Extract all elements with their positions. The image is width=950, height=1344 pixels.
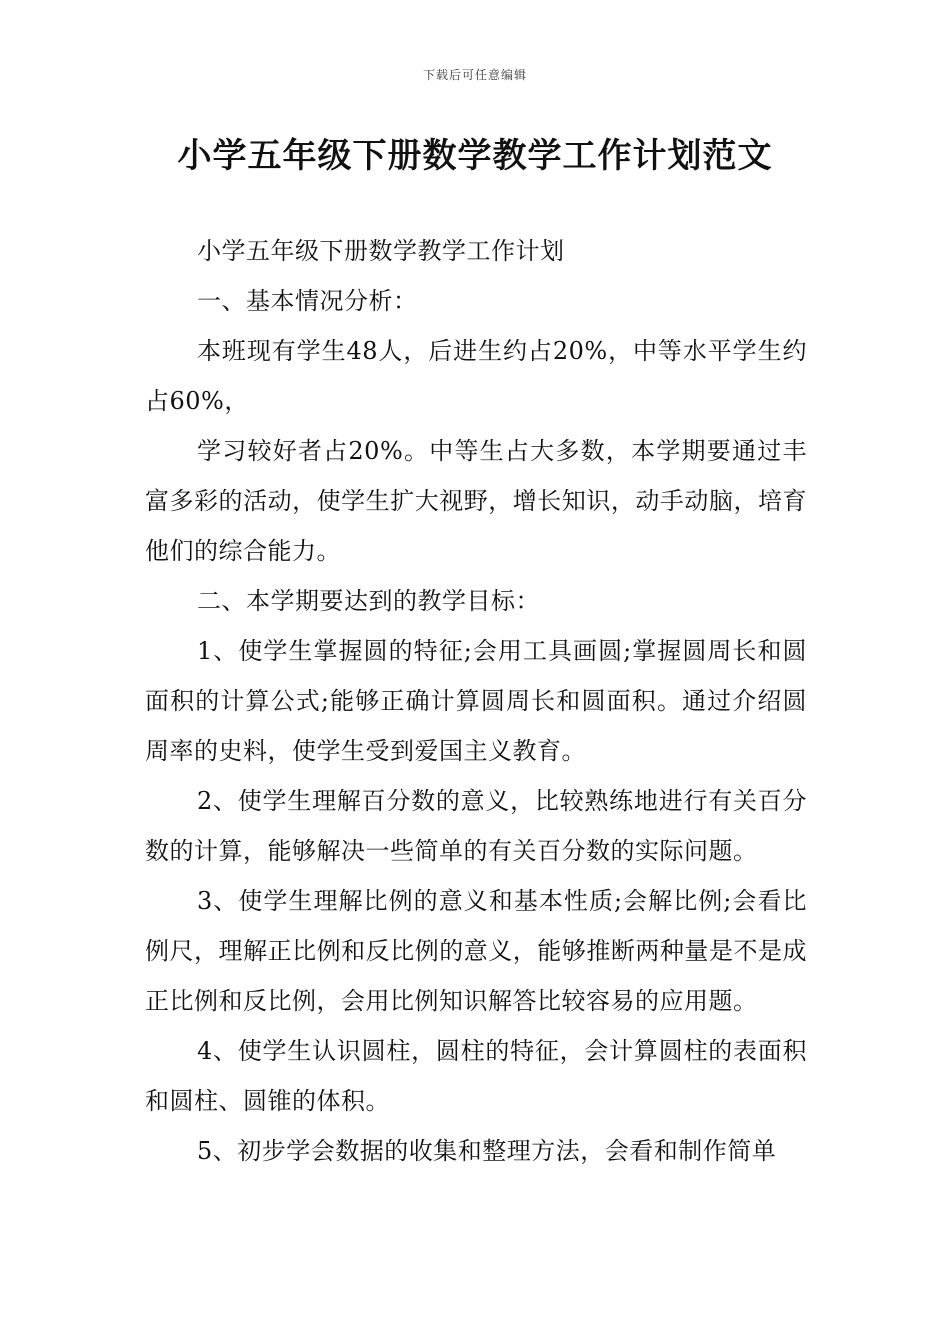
paragraph-goal-4: 4、使学生认识圆柱，圆柱的特征，会计算圆柱的表面积和圆柱、圆锥的体积。: [145, 1037, 807, 1115]
document-title: 小学五年级下册数学教学工作计划范文: [177, 136, 773, 176]
paragraph-student-count: 本班现有学生48人，后进生约占20%，中等水平学生约占60%，: [145, 337, 807, 415]
paragraph-good-students: 学习较好者占20%。中等生占大多数，本学期要通过丰富多彩的活动，使学生扩大视野，增长知识，动手动脑，培育他们的综合能力。: [145, 437, 807, 565]
paragraph-goal-3: 3、使学生理解比例的意义和基本性质;会解比例;会看比例尺，理解正比例和反比例的意义，能够推断两种量是不是成正比例和反比例，会用比例知识解答比较容易的应用题。: [145, 887, 807, 1015]
document-body: [145, 226, 807, 1176]
paragraph-section-2-heading: 二、本学期要达到的教学目标：: [197, 587, 540, 615]
paragraph-goal-5: 5、初步学会数据的收集和整理方法，会看和制作简单: [197, 1137, 777, 1165]
header-note: 下载后可任意编辑: [422, 68, 527, 82]
paragraph-goal-1: 1、使学生掌握圆的特征;会用工具画圆;掌握圆周长和圆面积的计算公式;能够正确计算圆周长和圆面积。通过介绍圆周率的史料，使学生受到爱国主义教育。: [145, 637, 807, 765]
paragraph-plan-title: 小学五年级下册数学教学工作计划: [197, 237, 565, 265]
paragraph-section-1-heading: 一、基本情况分析：: [197, 287, 418, 315]
paragraph-goal-2: 2、使学生理解百分数的意义，比较熟练地进行有关百分数的计算，能够解决一些简单的有关百分数的实际问题。: [145, 787, 807, 865]
